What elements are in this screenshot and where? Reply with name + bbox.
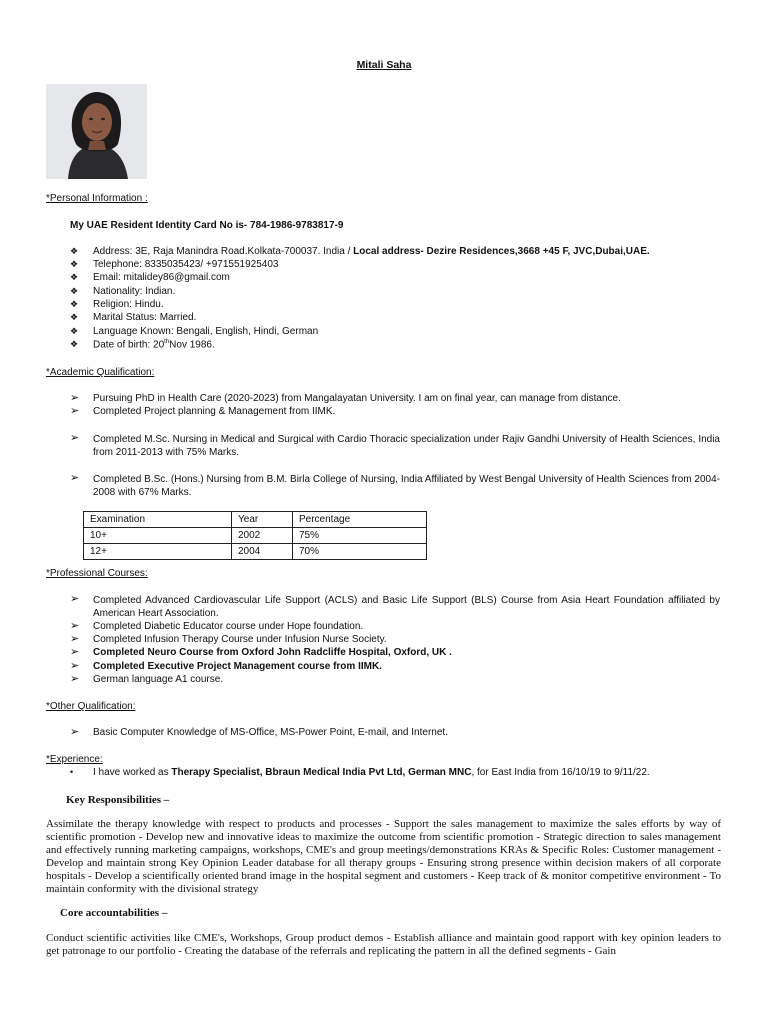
experience-heading: *Experience: — [46, 754, 103, 765]
address-line: Address: 3E, Raja Manindra Road.Kolkata-700037. India / Local address- Dezire Residences,3668 +45 F, JVC,Dubai,UAE. — [93, 246, 650, 257]
professional-item: Completed Infusion Therapy Course under Infusion Nurse Society. — [93, 634, 387, 645]
language-line: Language Known: Bengali, English, Hindi, German — [93, 326, 319, 337]
arrow-bullet-icon: ➢ — [70, 620, 80, 632]
dob-line: Date of birth: 20thNov 1986. — [93, 339, 215, 351]
table-row — [84, 544, 427, 560]
diamond-bullet-icon: ❖ — [70, 286, 79, 296]
diamond-bullet-icon: ❖ — [70, 312, 79, 322]
diamond-bullet-icon: ❖ — [70, 272, 79, 282]
professional-item: Completed Advanced Cardiovascular Life Support (ACLS) and Basic Life Support (BLS) Course from Asia Heart Foundation affiliated by American Heart Association. — [93, 595, 720, 619]
table-header-cell: Year — [232, 512, 293, 528]
table-header-row — [84, 512, 427, 528]
marital-line: Marital Status: Married. — [93, 312, 197, 323]
religion-line: Religion: Hindu. — [93, 299, 164, 310]
arrow-bullet-icon: ➢ — [70, 633, 80, 645]
arrow-bullet-icon: ➢ — [70, 432, 80, 444]
nationality-line: Nationality: Indian. — [93, 286, 176, 297]
accountabilities-text: Conduct scientific activities like CME's, Workshops, Group product demos - Establish alliance and maintain good rapport with key opinion leaders to get patronage to our portfolio - Creating the database of the referrals and replicating the pattern in all the defined segments - Gain — [46, 932, 721, 957]
professional-item: Completed Executive Project Management course from IIMK. — [93, 661, 382, 672]
table-cell: 12+ — [84, 544, 232, 560]
other-heading: *Other Qualification: — [46, 701, 136, 712]
academic-item: Completed M.Sc. Nursing in Medical and Surgical with Cardio Thoracic specialization under Rajiv Gandhi University of Health Sciences, India from 2011-2013 with 75% Marks. — [93, 434, 720, 458]
table-header-cell: Percentage — [293, 512, 427, 528]
experience-item: I have worked as Therapy Specialist, Bbraun Medical India Pvt Ltd, German MNC, for East India from 16/10/19 to 9/11/22. — [93, 767, 650, 778]
diamond-bullet-icon: ❖ — [70, 246, 79, 256]
professional-item: Completed Neuro Course from Oxford John Radcliffe Hospital, Oxford, UK . — [93, 647, 452, 658]
exam-table — [83, 511, 427, 560]
arrow-bullet-icon: ➢ — [70, 726, 80, 738]
diamond-bullet-icon: ❖ — [70, 339, 79, 349]
professional-item: Completed Diabetic Educator course under Hope foundation. — [93, 621, 364, 632]
email-line: Email: mitalidey86@gmail.com — [93, 272, 230, 283]
responsibilities-heading: Key Responsibilities – — [66, 794, 170, 806]
academic-item: Completed B.Sc. (Hons.) Nursing from B.M. Birla College of Nursing, India Affiliated by West Bengal University of Health Sciences from 2004-2008 with 67% Marks. — [93, 474, 720, 498]
arrow-bullet-icon: ➢ — [70, 646, 80, 658]
professional-item: German language A1 course. — [93, 674, 224, 685]
table-cell: 2004 — [232, 544, 293, 560]
arrow-bullet-icon: ➢ — [70, 660, 80, 672]
arrow-bullet-icon: ➢ — [70, 405, 80, 417]
profile-photo — [46, 84, 147, 179]
academic-item: Completed Project planning & Management from IIMK. — [93, 406, 336, 417]
table-header-cell: Examination — [84, 512, 232, 528]
arrow-bullet-icon: ➢ — [70, 472, 80, 484]
diamond-bullet-icon: ❖ — [70, 326, 79, 336]
telephone-line: Telephone: 8335035423/ +971551925403 — [93, 259, 279, 270]
table-row — [84, 528, 427, 544]
arrow-bullet-icon: ➢ — [70, 593, 80, 605]
page-title: Mitali Saha — [356, 59, 412, 71]
table-cell: 10+ — [84, 528, 232, 544]
table-cell: 70% — [293, 544, 427, 560]
arrow-bullet-icon: ➢ — [70, 673, 80, 685]
table-cell: 2002 — [232, 528, 293, 544]
dot-bullet-icon: • — [70, 767, 74, 777]
academic-item: Pursuing PhD in Health Care (2020-2023) from Mangalayatan University. I am on final year, can manage from distance. — [93, 393, 621, 404]
responsibilities-text: Assimilate the therapy knowledge with respect to products and processes - Support the sales management to maximize the sales efforts by way of scientific promotion - Develop new and innovative ideas to maximize the outcome from scientific promotion - Strategic direction to sales management and effectively running marketing campaigns, workshops, CME's and group meetings/demonstrations KRAs & Specific Roles: Customer management - Develop and maintain strong Key Opinion Leader database for all therapy groups - Ensuring strong presence within decision makers of all corporate hospitals - Develop a scientifically oriented brand image in the hospital segment and customers - Keep track of & monitor competitive environment - To maintain conformity with the divisional strategy — [46, 818, 721, 895]
table-cell: 75% — [293, 528, 427, 544]
resident-id-line: My UAE Resident Identity Card No is- 784-1986-9783817-9 — [70, 220, 344, 231]
other-item: Basic Computer Knowledge of MS-Office, MS-Power Point, E-mail, and Internet. — [93, 727, 448, 738]
diamond-bullet-icon: ❖ — [70, 259, 79, 269]
accountabilities-heading: Core accountabilities – — [60, 907, 168, 919]
diamond-bullet-icon: ❖ — [70, 299, 79, 309]
academic-heading: *Academic Qualification: — [46, 367, 155, 378]
arrow-bullet-icon: ➢ — [70, 392, 80, 404]
personal-info-heading: *Personal Information : — [46, 193, 148, 204]
professional-heading: *Professional Courses: — [46, 568, 148, 579]
